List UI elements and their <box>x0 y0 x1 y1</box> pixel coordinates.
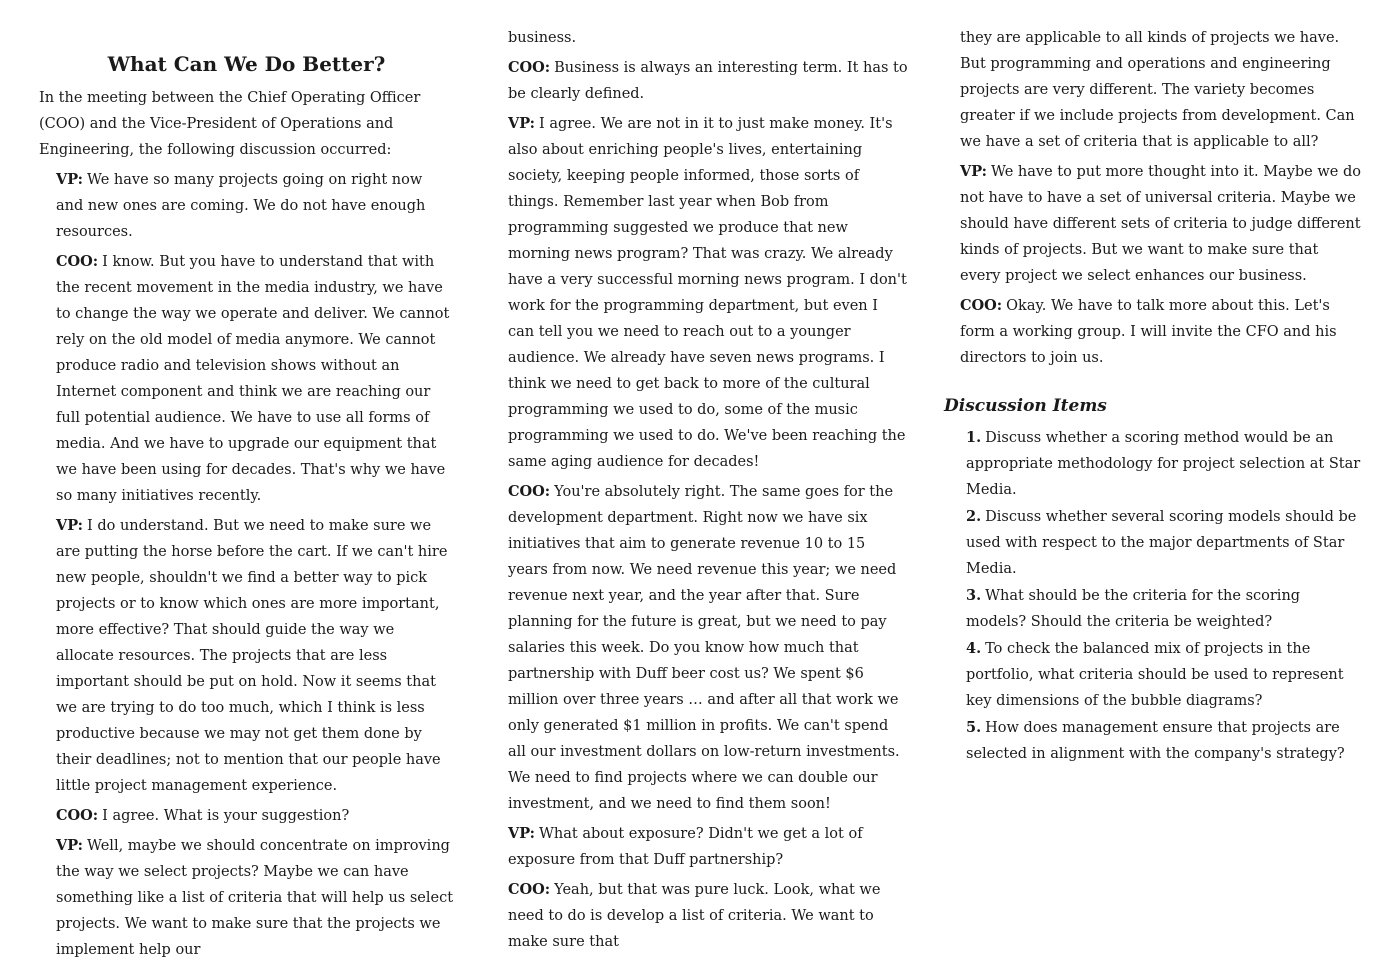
dialogue-text: What about exposure? Didn't we get a lot of exposure from that Duff partnership? <box>508 826 863 868</box>
item-text: Discuss whether a scoring method would be an appropriate methodology for project selection at Star Media. <box>966 430 1361 498</box>
dialogue-turn <box>944 159 1362 289</box>
speaker-label: VP: <box>56 171 83 188</box>
dialogue-text: I agree. What is your suggestion? <box>102 808 350 824</box>
list-item <box>966 504 1362 582</box>
dialogue-text: We have to put more thought into it. Maybe we do not have to have a set of universal criteria. Maybe we should have different sets of criteria to judge different kinds of projects. But we want to make sure that every project we select enhances our business. <box>960 164 1361 284</box>
dialogue-text: I do understand. But we need to make sure we are putting the horse before the cart. If we can't hire new people, shouldn't we find a better way to pick projects or to know which ones are more important, more effective? That should guide the way we allocate resources. The projects that are less important should be put on hold. Now it seems that we are trying to do too much, which I think is less productive because we may not get them done by their deadlines; not to mention that our people have little project management experience. <box>56 518 448 794</box>
item-text: To check the balanced mix of projects in the portfolio, what criteria should be used to represent key dimensions of the bubble diagrams? <box>966 641 1344 709</box>
dialogue-text: Yeah, but that was pure luck. Look, what we need to do is develop a list of criteria. We want to make sure that <box>508 882 881 950</box>
dialogue-text: Business is always an interesting term. It has to be clearly defined. <box>508 60 908 102</box>
dialogue-turn <box>508 821 908 873</box>
speaker-label: VP: <box>508 115 535 132</box>
speaker-label: VP: <box>960 163 987 180</box>
speaker-label: COO: <box>508 483 551 500</box>
dialogue-text: You're absolutely right. The same goes for the development department. Right now we have six initiatives that aim to generate revenue 10 to 15 years from now. We need revenue this year; we need revenue next year, and the year after that. Sure planning for the future is great, but we need to pay salaries this week. Do you know how much that partnership with Duff beer cost us? We spent $6 million over three years … and after all that work we only generated $1 million in profits. We can't spend all our investment dollars on low-return investments. We need to find projects where we can double our investment, and we need to find them soon! <box>508 484 900 812</box>
dialogue-turn <box>39 249 454 509</box>
dialogue-turn <box>39 513 454 799</box>
dialogue-turn <box>508 55 908 107</box>
dialogue-text: Okay. We have to talk more about this. Let's form a working group. I will invite the CFO and his directors to join us. <box>960 298 1337 366</box>
column-1 <box>39 25 454 967</box>
discussion-heading: Discussion Items <box>944 396 1107 416</box>
speaker-label: COO: <box>960 297 1003 314</box>
item-text: What should be the criteria for the scoring models? Should the criteria be weighted? <box>966 588 1301 630</box>
dialogue-turn <box>39 833 454 963</box>
list-item <box>966 425 1362 503</box>
item-number: 3. <box>966 587 982 604</box>
continued-text: business. <box>508 30 577 46</box>
column-3 <box>944 25 1362 768</box>
page-title: What Can We Do Better? <box>107 52 386 76</box>
dialogue-turn <box>944 293 1362 371</box>
speaker-label: COO: <box>508 881 551 898</box>
column-2 <box>508 25 908 959</box>
speaker-label: COO: <box>56 807 99 824</box>
item-text: Discuss whether several scoring models should be used with respect to the major departments of Star Media. <box>966 509 1357 577</box>
dialogue-text: We have so many projects going on right now and new ones are coming. We do not have enough resources. <box>56 172 426 240</box>
item-number: 4. <box>966 640 982 657</box>
speaker-label: VP: <box>56 517 83 534</box>
dialogue-turn <box>39 803 454 829</box>
item-text: How does management ensure that projects are selected in alignment with the company's strategy? <box>966 720 1345 762</box>
speaker-label: VP: <box>56 837 83 854</box>
continued-text: they are applicable to all kinds of projects we have. But programming and operations and engineering projects are very different. The variety becomes greater if we include projects from development. Can we have a set of criteria that is applicable to all? <box>960 30 1355 150</box>
intro-paragraph: In the meeting between the Chief Operating Officer (COO) and the Vice-President of Operations and Engineering, the following discussion occurred: <box>39 90 421 158</box>
dialogue-turn <box>508 111 908 475</box>
dialogue-text: I know. But you have to understand that with the recent movement in the media industry, we have to change the way we operate and deliver. We cannot rely on the old model of media anymore. We cannot produce radio and television shows without an Internet component and think we are reaching our full potential audience. We have to use all forms of media. And we have to upgrade our equipment that we have been using for decades. That's why we have so many initiatives recently. <box>56 254 450 504</box>
item-number: 5. <box>966 719 982 736</box>
list-item <box>966 636 1362 714</box>
speaker-label: COO: <box>508 59 551 76</box>
dialogue-text: Well, maybe we should concentrate on improving the way we select projects? Maybe we can have something like a list of criteria that will help us select projects. We want to make sure that the projects we implement help our <box>56 838 454 958</box>
discussion-list <box>944 425 1362 767</box>
dialogue-turn <box>39 167 454 245</box>
dialogue-text: I agree. We are not in it to just make money. It's also about enriching people's lives, entertaining society, keeping people informed, those sorts of things. Remember last year when Bob from programming suggested we produce that new morning news program? That was crazy. We already have a very successful morning news program. I don't work for the programming department, but even I can tell you we need to reach out to a younger audience. We already have seven news programs. I think we need to get back to more of the cultural programming we used to do, some of the music programming we used to do. We've been reaching the same aging audience for decades! <box>508 116 907 470</box>
dialogue-turn <box>508 479 908 817</box>
item-number: 1. <box>966 429 982 446</box>
list-item <box>966 583 1362 635</box>
speaker-label: VP: <box>508 825 535 842</box>
speaker-label: COO: <box>56 253 99 270</box>
item-number: 2. <box>966 508 982 525</box>
list-item <box>966 715 1362 767</box>
dialogue-turn <box>508 877 908 955</box>
